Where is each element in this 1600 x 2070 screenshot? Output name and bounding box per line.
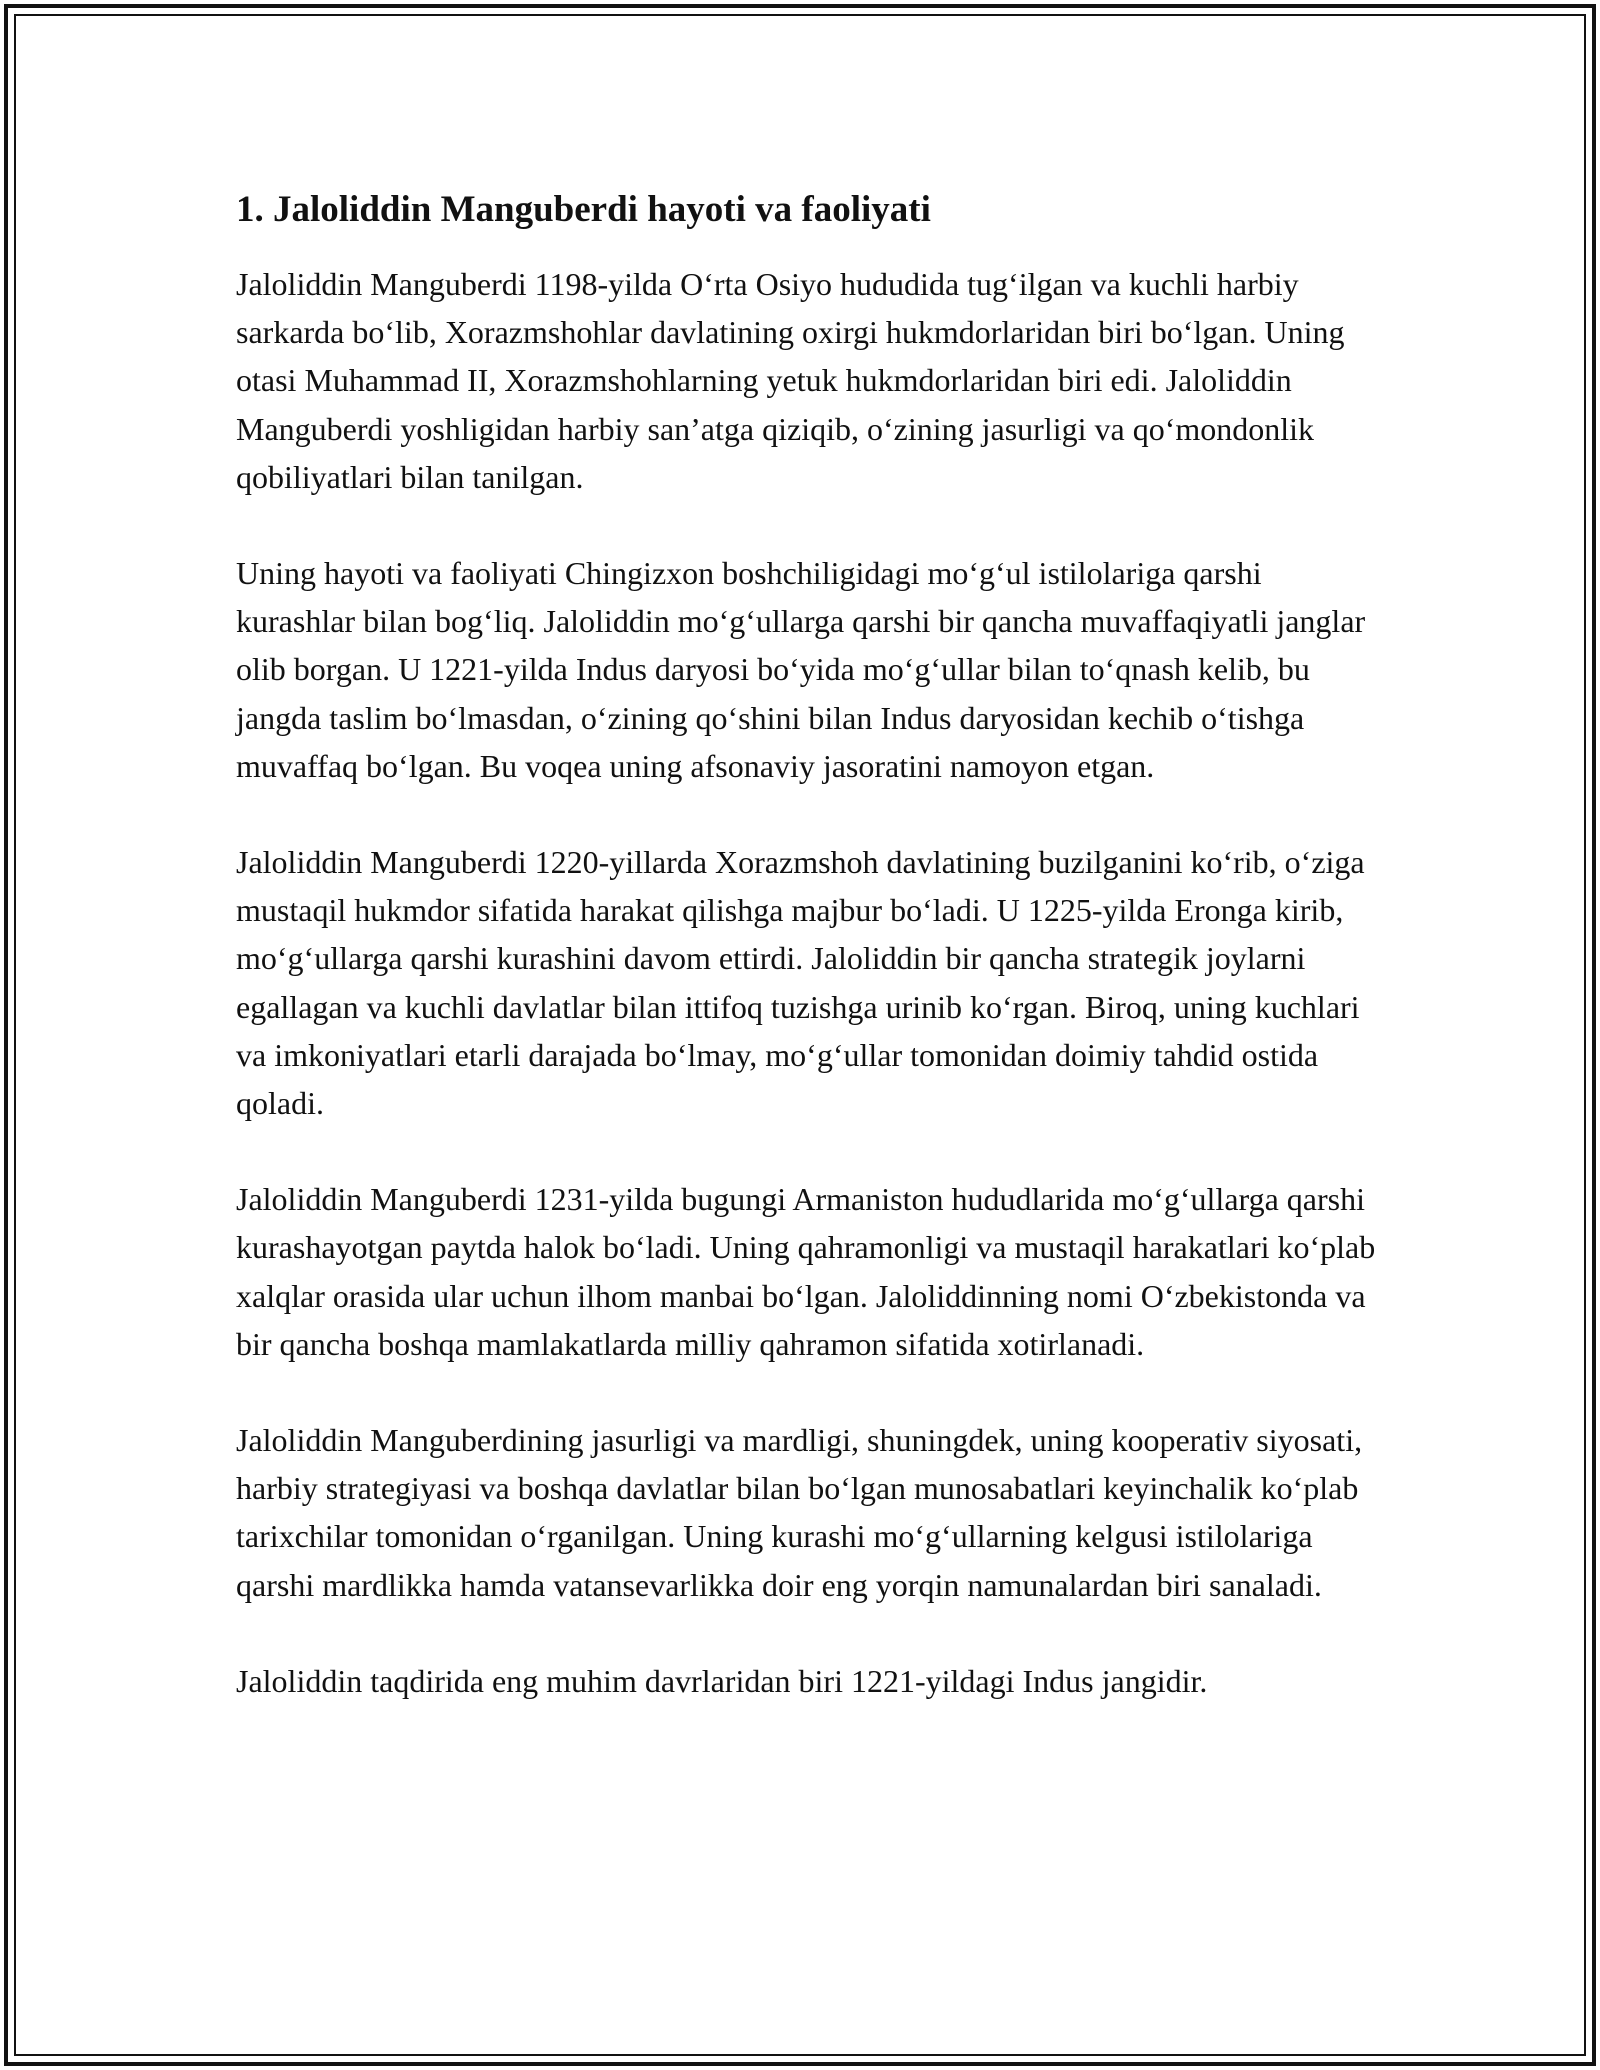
paragraph-3: Jaloliddin Manguberdi 1220-yillarda Xorazmshoh davlatining buzilganini ko‘rib, o‘ziga mustaqil hukmdor sifatida harakat qilishga majbur bo‘ladi. U 1225-yilda Eronga kirib, mo‘g‘ullarga qarshi kurashini davom ettirdi. Jaloliddin bir qancha strategik joylarni egallagan va kuchli davlatlar bilan ittifoq tuzishga urinib ko‘rgan. Biroq, uning kuchlari va imkoniyatlari etarli darajada bo‘lmay, mo‘g‘ullar tomonidan doimiy tahdid ostida qoladi. [236, 844, 1365, 1122]
paragraph-1: Jaloliddin Manguberdi 1198-yilda O‘rta Osiyo hududida tug‘ilgan va kuchli harbiy sarkarda bo‘lib, Xorazmshohlar davlatining oxirgi hukmdorlaridan biri bo‘lgan. Uning otasi Muhammad II, Xorazmshohlarning yetuk hukmdorlaridan biri edi. Jaloliddin Manguberdi yoshligidan harbiy san’atga qiziqib, o‘zining jasurligi va qo‘mondonlik qobiliyatlari bilan tanilgan. [236, 266, 1345, 495]
paragraph-4: Jaloliddin Manguberdi 1231-yilda bugungi Armaniston hududlarida mo‘g‘ullarga qarshi kurashayotgan paytda halok bo‘ladi. Uning qahramonligi va mustaqil harakatlari ko‘plab xalqlar orasida ular uchun ilhom manbai bo‘lgan. Jaloliddinning nomi O‘zbekistonda va bir qancha boshqa mamlakatlarda milliy qahramon sifatida xotirlanadi. [236, 1181, 1376, 1362]
section-heading: 1. Jaloliddin Manguberdi hayoti va faoliyati [236, 189, 931, 230]
paragraph-5: Jaloliddin Manguberdining jasurligi va mardligi, shuningdek, uning kooperativ siyosati, harbiy strategiyasi va boshqa davlatlar bilan bo‘lgan munosabatlari keyinchalik ko‘plab tarixchilar tomonidan o‘rganilgan. Uning kurashi mo‘g‘ullarning kelgusi istilolariga qarshi mardlikka hamda vatansevarlikka doir eng yorqin namunalardan biri sanaladi. [236, 1422, 1363, 1603]
paragraph-2: Uning hayoti va faoliyati Chingizxon boshchiligidagi mo‘g‘ul istilolariga qarshi kurashlar bilan bog‘liq. Jaloliddin mo‘g‘ullarga qarshi bir qancha muvaffaqiyatli janglar olib borgan. U 1221-yilda Indus daryosi bo‘yida mo‘g‘ullar bilan to‘qnash kelib, bu jangda taslim bo‘lmasdan, o‘zining qo‘shini bilan Indus daryosidan kechib o‘tishga muvaffaq bo‘lgan. Bu voqea uning afsonaviy jasoratini namoyon etgan. [236, 555, 1366, 784]
document-body [236, 186, 1376, 1753]
paragraph-6: Jaloliddin taqdirida eng muhim davrlaridan biri 1221-yildagi Indus jangidir. [236, 1662, 1208, 1699]
